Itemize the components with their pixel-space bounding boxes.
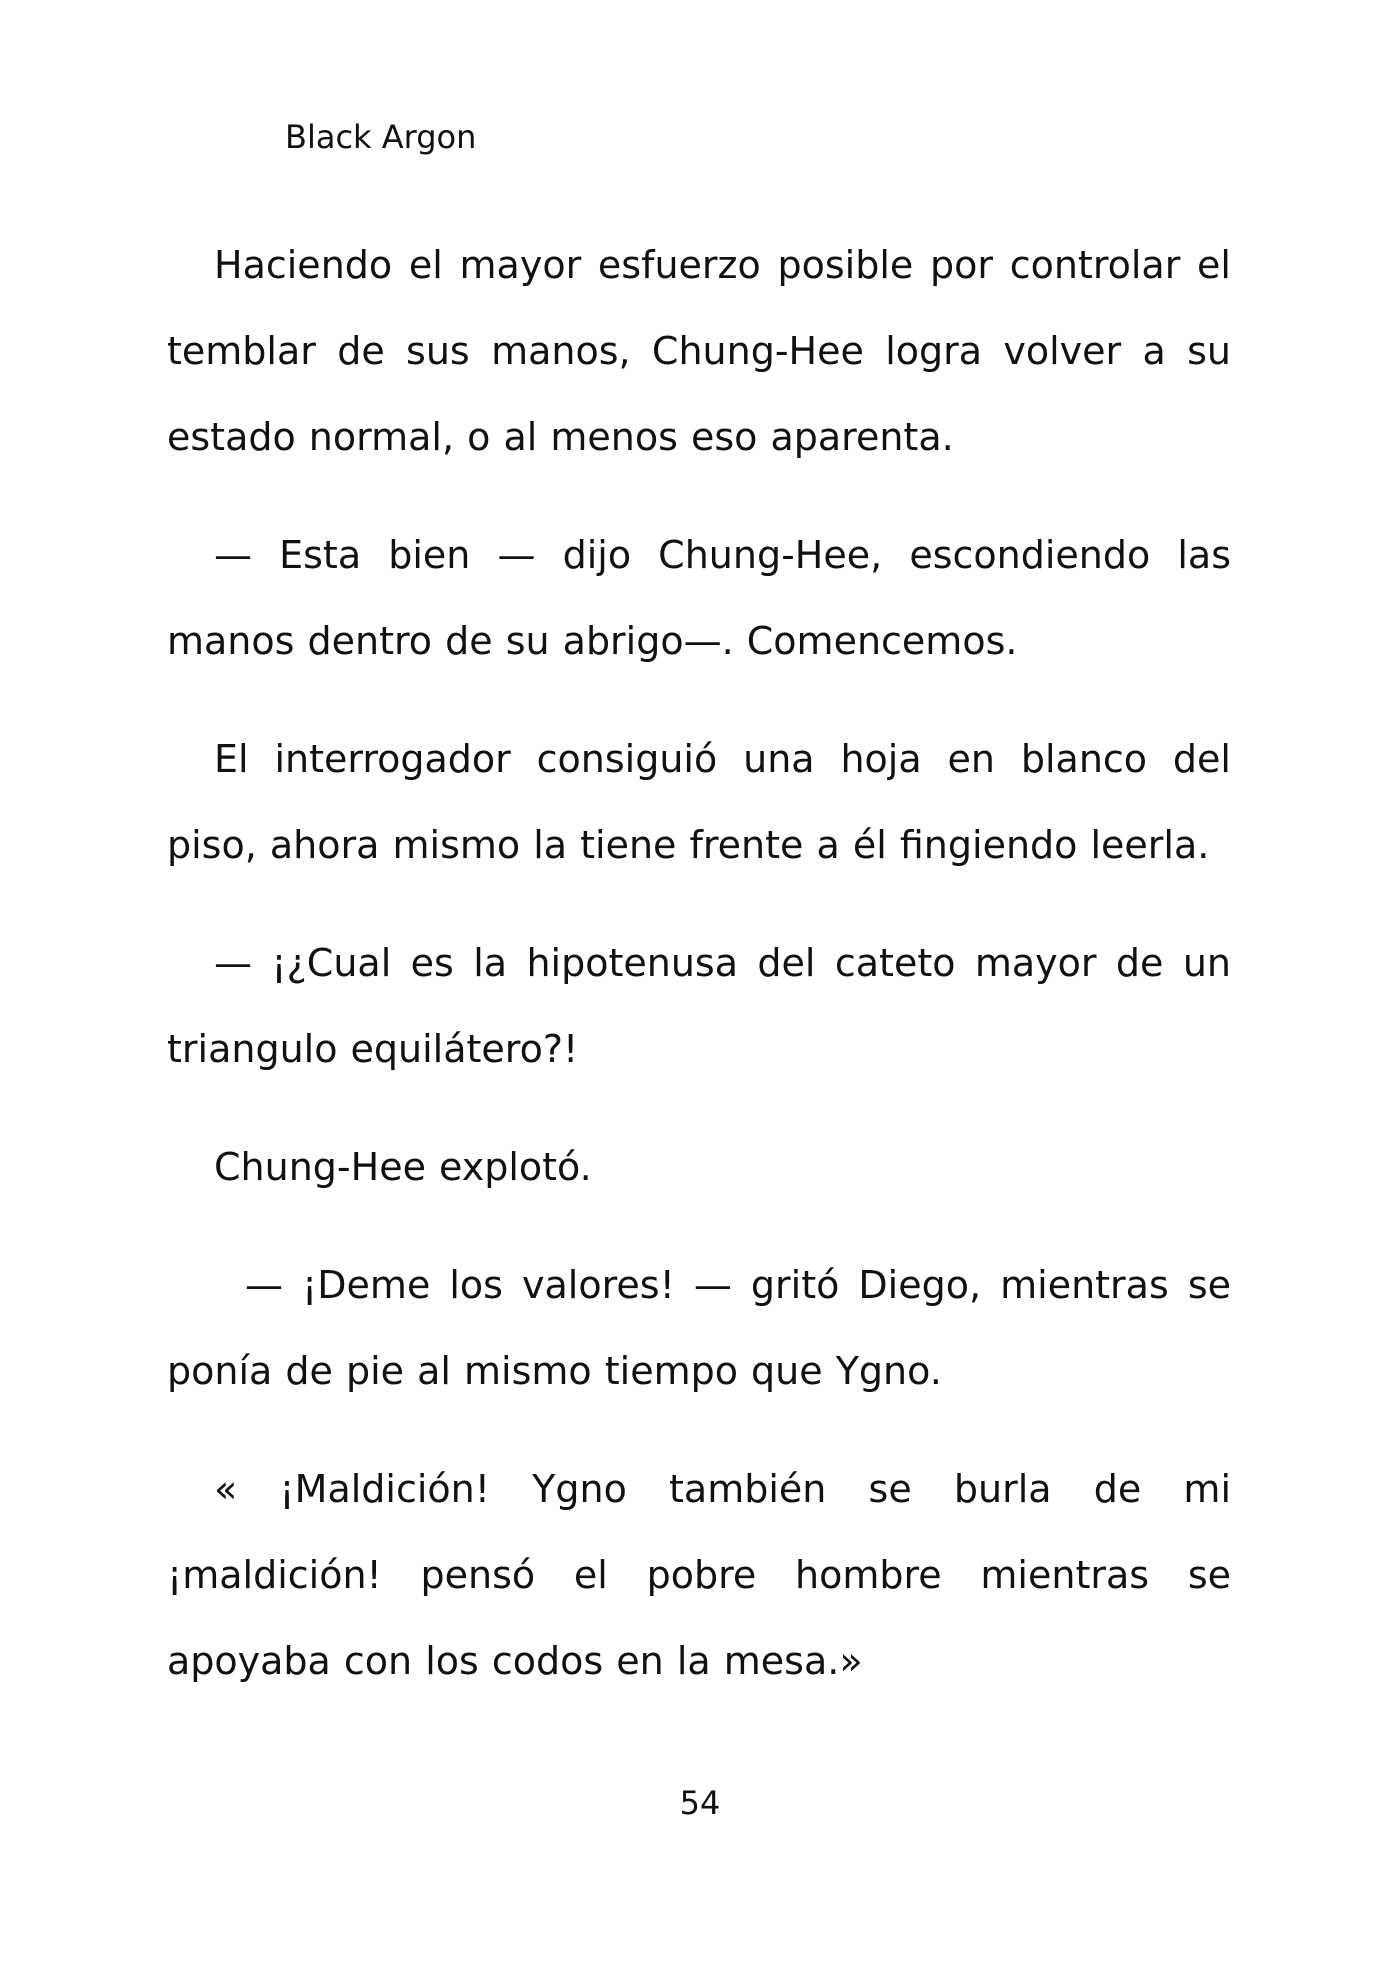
paragraph: — ¡¿Cual es la hipotenusa del cateto mayor de un triangulo equilátero?! bbox=[167, 941, 1231, 1071]
body-text bbox=[167, 222, 1231, 1736]
paragraph: Chung-Hee explotó. bbox=[214, 1145, 592, 1189]
page-number: 54 bbox=[679, 1784, 721, 1822]
paragraph: Haciendo el mayor esfuerzo posible por controlar el temblar de sus manos, Chung-Hee logra volver a su estado normal, o al menos eso aparenta. bbox=[167, 243, 1231, 459]
paragraph: — ¡Deme los valores! — gritó Diego, mientras se ponía de pie al mismo tiempo que Ygno. bbox=[167, 1263, 1231, 1393]
paragraph: El interrogador consiguió una hoja en blanco del piso, ahora mismo la tiene frente a él fingiendo leerla. bbox=[167, 737, 1231, 867]
running-header: Black Argon bbox=[285, 118, 477, 156]
paragraph: — Esta bien — dijo Chung-Hee, escondiendo las manos dentro de su abrigo—. Comencemos. bbox=[167, 533, 1231, 663]
paragraph: « ¡Maldición! Ygno también se burla de mi ¡maldición! pensó el pobre hombre mientras se apoyaba con los codos en la mesa.» bbox=[167, 1467, 1231, 1683]
